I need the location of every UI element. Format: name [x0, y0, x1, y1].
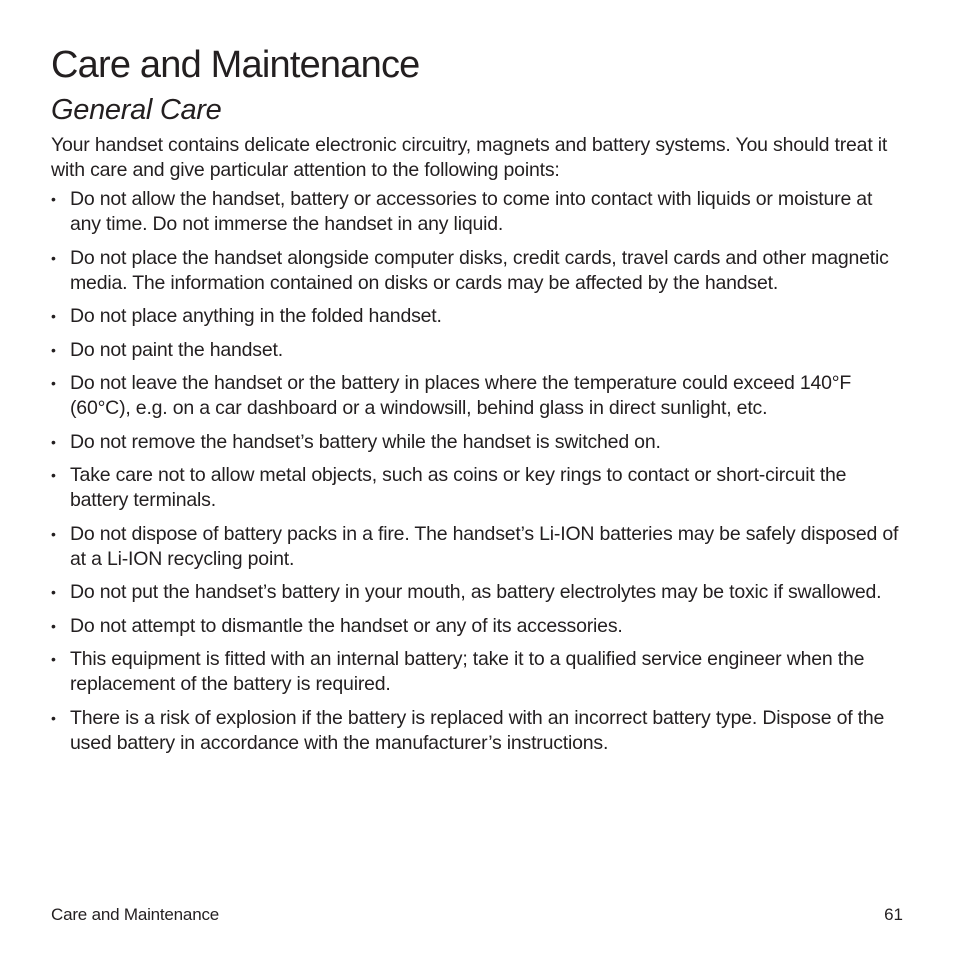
page-title: Care and Maintenance — [51, 44, 420, 86]
bullet-icon: • — [51, 525, 56, 542]
bullet-icon: • — [51, 617, 56, 634]
bullet-icon: • — [51, 341, 56, 358]
footer-section-name: Care and Maintenance — [51, 905, 220, 924]
bullet-icon: • — [51, 467, 56, 483]
intro-paragraph: Your handset contains delicate electronic circuitry, magnets and battery systems. You should treat it with care and give particular attention to the following points: — [51, 134, 888, 181]
list-item-text: Do not place the handset alongside computer disks, credit cards, travel cards and other magnetic media. The information contained on disks or cards may be affected by the handset. — [70, 246, 889, 294]
page-content — [51, 40, 901, 764]
list-item-text: Do not put the handset’s battery in your mouth, as battery electrolytes may be toxic if swallowed. — [70, 581, 882, 603]
section-subtitle: General Care — [51, 94, 222, 126]
list-item — [51, 614, 901, 639]
list-item-text: Do not leave the handset or the battery in places where the temperature could exceed 140°F (60°C), e.g. on a car dashboard or a windowsill, behind glass in direct sunlight, etc. — [70, 372, 852, 419]
list-item-text: Do not paint the handset. — [70, 338, 283, 361]
list-item-text: Do not dispose of battery packs in a fire. The handset’s Li-ION batteries may be safely disposed of at a Li-ION recycling point. — [70, 522, 899, 570]
list-item — [51, 338, 901, 363]
list-item-text: Take care not to allow metal objects, such as coins or key rings to contact or short-circuit the battery terminals. — [70, 464, 847, 511]
bullet-icon: • — [51, 249, 56, 266]
page-number: 61 — [884, 905, 903, 924]
bullet-icon: • — [51, 651, 56, 667]
list-item — [51, 522, 901, 572]
list-item — [51, 706, 901, 756]
bullet-icon: • — [51, 433, 56, 450]
bullet-icon: • — [51, 709, 56, 726]
list-item — [51, 580, 901, 605]
list-item — [51, 647, 901, 697]
list-item — [51, 430, 901, 455]
care-bullet-list — [51, 187, 901, 756]
list-item-text: Do not allow the handset, battery or accessories to come into contact with liquids or moisture at any time. Do not immerse the handset in any liquid. — [70, 188, 873, 235]
list-item-text: Do not place anything in the folded handset. — [70, 305, 442, 327]
bullet-icon: • — [51, 308, 56, 324]
list-item-text: This equipment is fitted with an internal battery; take it to a qualified service engineer when the replacement of the battery is required. — [70, 648, 865, 695]
list-item — [51, 304, 901, 329]
list-item — [51, 187, 901, 237]
list-item-text: Do not remove the handset’s battery while the handset is switched on. — [70, 430, 661, 453]
bullet-icon: • — [51, 584, 56, 600]
list-item — [51, 371, 901, 421]
list-item-text: Do not attempt to dismantle the handset or any of its accessories. — [70, 614, 623, 637]
bullet-icon: • — [51, 191, 56, 207]
list-item-text: There is a risk of explosion if the battery is replaced with an incorrect battery type. Dispose of the used battery in accordance with the manufacturer’s instructions. — [70, 706, 885, 754]
bullet-icon: • — [51, 375, 56, 391]
list-item — [51, 463, 901, 513]
list-item — [51, 246, 901, 296]
